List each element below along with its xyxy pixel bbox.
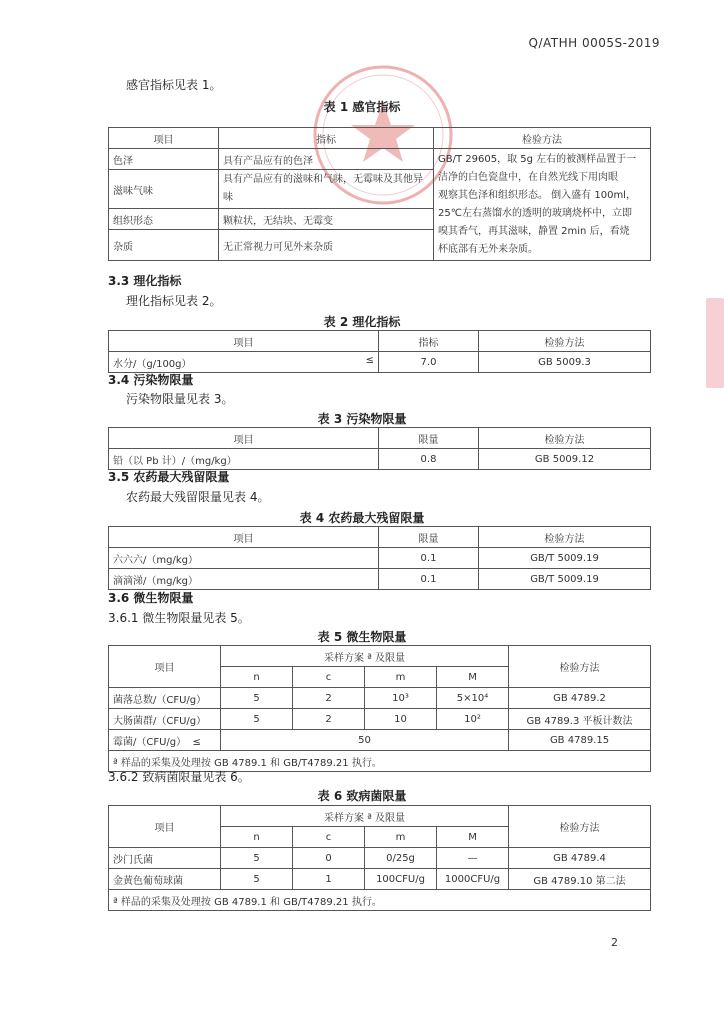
item-cell: 金黄色葡萄球菌 bbox=[109, 869, 221, 890]
header-cell: 项目 bbox=[109, 527, 379, 548]
table3-caption: 表 3 污染物限量 bbox=[317, 412, 407, 426]
method-line: 杯底部有无外来杂质。 bbox=[438, 244, 538, 255]
subheader-cell: m bbox=[365, 827, 437, 848]
header-cell: 采样方案 ª 及限量 bbox=[221, 646, 509, 667]
micro-table bbox=[108, 645, 651, 772]
section-3-6: 3.6 微生物限量 bbox=[108, 591, 194, 605]
method-cell: GB 5009.12 bbox=[479, 449, 651, 470]
header-cell: 项目 bbox=[109, 428, 379, 449]
header-cell: 检验方法 bbox=[509, 646, 651, 688]
table-row bbox=[109, 149, 651, 170]
operator-label: ≤ bbox=[365, 354, 374, 366]
subheader-cell: n bbox=[221, 667, 293, 688]
method-line: 25℃左右蒸馏水的透明的玻璃烧杯中，立即 bbox=[438, 208, 632, 219]
item-cell: 铅（以 Pb 计）/（mg/kg） bbox=[109, 449, 379, 470]
method-cell: GB 4789.3 平板计数法 bbox=[509, 709, 651, 730]
item-cell: 六六六/（mg/kg） bbox=[109, 548, 379, 569]
pathogen-table bbox=[108, 805, 651, 911]
c-cell: 0 bbox=[293, 848, 365, 869]
header-cell: 指标 bbox=[219, 128, 434, 149]
method-cell: GB 4789.15 bbox=[509, 730, 651, 751]
subheader-cell: M bbox=[437, 827, 509, 848]
item-cell bbox=[109, 730, 221, 751]
table-row bbox=[109, 869, 651, 890]
header-cell: 采样方案 ª 及限量 bbox=[221, 806, 509, 827]
table-row bbox=[109, 548, 651, 569]
table2-caption: 表 2 理化指标 bbox=[323, 315, 401, 329]
table-row bbox=[109, 730, 651, 751]
subheader-cell: m bbox=[365, 667, 437, 688]
subheader-cell: n bbox=[221, 827, 293, 848]
n-cell: 5 bbox=[221, 869, 293, 890]
sensory-intro: 感官指标见表 1。 bbox=[126, 78, 222, 92]
header-cell: 限量 bbox=[379, 527, 479, 548]
limit-cell: 0.1 bbox=[379, 548, 479, 569]
sensory-table bbox=[108, 127, 651, 261]
header-cell: 限量 bbox=[379, 428, 479, 449]
pesticide-table bbox=[108, 526, 651, 590]
table-note: ª 样品的采集及处理按 GB 4789.1 和 GB/T4789.21 执行。 bbox=[109, 890, 651, 911]
limit-cell: 0.1 bbox=[379, 569, 479, 590]
method-cell: GB 5009.3 bbox=[479, 352, 651, 373]
physchem-intro: 理化指标见表 2。 bbox=[126, 294, 222, 308]
table-header-row bbox=[109, 128, 651, 149]
n-cell: 5 bbox=[221, 709, 293, 730]
contaminant-intro: 污染物限量见表 3。 bbox=[126, 392, 234, 406]
limit-cell: 0.8 bbox=[379, 449, 479, 470]
item-cell bbox=[109, 352, 379, 373]
method-cell bbox=[434, 149, 651, 261]
table-header-row bbox=[109, 428, 651, 449]
table-row bbox=[109, 352, 651, 373]
pesticide-intro: 农药最大残留限量见表 4。 bbox=[126, 490, 270, 504]
table-row bbox=[109, 569, 651, 590]
M-cell: — bbox=[437, 848, 509, 869]
table-header-row bbox=[109, 331, 651, 352]
subheader-cell: M bbox=[437, 667, 509, 688]
method-line: GB/T 29605，取 5g 左右的被测样品置于一 bbox=[438, 154, 637, 165]
item-cell: 沙门氏菌 bbox=[109, 848, 221, 869]
table4-caption: 表 4 农药最大残留限量 bbox=[299, 511, 425, 525]
M-cell: 5×10⁴ bbox=[437, 688, 509, 709]
operator-label: ≤ bbox=[192, 736, 201, 748]
header-cell: 项目 bbox=[109, 128, 219, 149]
header-cell: 检验方法 bbox=[434, 128, 651, 149]
table-header-row bbox=[109, 646, 651, 667]
spec-cell: 具有产品应有的色泽 bbox=[219, 149, 434, 170]
spec-cell: 无正常视力可见外来杂质 bbox=[219, 230, 434, 261]
section-3-4: 3.4 污染物限量 bbox=[108, 373, 194, 387]
m-cell: 10³ bbox=[365, 688, 437, 709]
M-cell: 10² bbox=[437, 709, 509, 730]
spec-cell: 具有产品应有的滋味和气味，无霉味及其他异味 bbox=[219, 170, 434, 209]
header-cell: 项目 bbox=[109, 646, 221, 688]
limit-cell: 7.0 bbox=[379, 352, 479, 373]
method-cell: GB 4789.10 第二法 bbox=[509, 869, 651, 890]
section-3-3: 3.3 理化指标 bbox=[108, 274, 182, 288]
item-label: 霉菌/（CFU/g） bbox=[113, 736, 187, 748]
spec-cell: 颗粒状，无结块、无霉变 bbox=[219, 209, 434, 230]
table-header-row bbox=[109, 806, 651, 827]
page-number: 2 bbox=[611, 936, 618, 949]
method-cell: GB/T 5009.19 bbox=[479, 548, 651, 569]
header-cell: 项目 bbox=[109, 806, 221, 848]
table-row bbox=[109, 848, 651, 869]
M-cell: 1000CFU/g bbox=[437, 869, 509, 890]
header-cell: 检验方法 bbox=[479, 527, 651, 548]
item-cell: 组织形态 bbox=[109, 209, 219, 230]
item-label: 水分/（g/100g） bbox=[113, 358, 192, 370]
header-cell: 检验方法 bbox=[479, 331, 651, 352]
table6-caption: 表 6 致病菌限量 bbox=[317, 789, 407, 803]
table-note-row bbox=[109, 890, 651, 911]
c-cell: 1 bbox=[293, 869, 365, 890]
n-cell: 5 bbox=[221, 848, 293, 869]
header-cell: 检验方法 bbox=[479, 428, 651, 449]
n-cell: 5 bbox=[221, 688, 293, 709]
item-cell: 大肠菌群/（CFU/g） bbox=[109, 709, 221, 730]
item-cell: 杂质 bbox=[109, 230, 219, 261]
header-cell: 指标 bbox=[379, 331, 479, 352]
method-line: 观察其色泽和组织形态。 倒入盛有 100ml， bbox=[438, 190, 636, 201]
header-cell: 检验方法 bbox=[509, 806, 651, 848]
subheader-cell: c bbox=[293, 667, 365, 688]
method-cell: GB 4789.4 bbox=[509, 848, 651, 869]
item-cell: 滋味气味 bbox=[109, 170, 219, 209]
method-cell: GB 4789.2 bbox=[509, 688, 651, 709]
c-cell: 2 bbox=[293, 688, 365, 709]
edge-seal-icon bbox=[706, 298, 724, 388]
table-row bbox=[109, 709, 651, 730]
m-cell: 0/25g bbox=[365, 848, 437, 869]
document-code: Q/ATHH 0005S-2019 bbox=[528, 36, 660, 50]
item-cell: 菌落总数/（CFU/g） bbox=[109, 688, 221, 709]
m-cell: 10 bbox=[365, 709, 437, 730]
table-header-row bbox=[109, 527, 651, 548]
micro-sub-intro: 3.6.1 微生物限量见表 5。 bbox=[108, 611, 250, 625]
table5-caption: 表 5 微生物限量 bbox=[317, 630, 407, 644]
table-row bbox=[109, 688, 651, 709]
method-cell: GB/T 5009.19 bbox=[479, 569, 651, 590]
m-cell: 100CFU/g bbox=[365, 869, 437, 890]
pathogen-sub-intro: 3.6.2 致病菌限量见表 6。 bbox=[108, 770, 250, 784]
table1-caption: 表 1 感官指标 bbox=[323, 100, 401, 114]
value-cell: 50 bbox=[221, 730, 509, 751]
physchem-table bbox=[108, 330, 651, 373]
item-cell: 滴滴涕/（mg/kg） bbox=[109, 569, 379, 590]
item-cell: 色泽 bbox=[109, 149, 219, 170]
header-cell: 项目 bbox=[109, 331, 379, 352]
c-cell: 2 bbox=[293, 709, 365, 730]
method-line: 嗅其香气，再其滋味，静置 2min 后，看烧 bbox=[438, 226, 630, 237]
table-note: ª 样品的采集及处理按 GB 4789.1 和 GB/T4789.21 执行。 bbox=[109, 751, 651, 772]
method-line: 洁净的白色瓷盘中，在自然光线下用肉眼 bbox=[438, 172, 618, 183]
contaminant-table bbox=[108, 427, 651, 470]
subheader-cell: c bbox=[293, 827, 365, 848]
table-row bbox=[109, 449, 651, 470]
section-3-5: 3.5 农药最大残留限量 bbox=[108, 470, 230, 484]
